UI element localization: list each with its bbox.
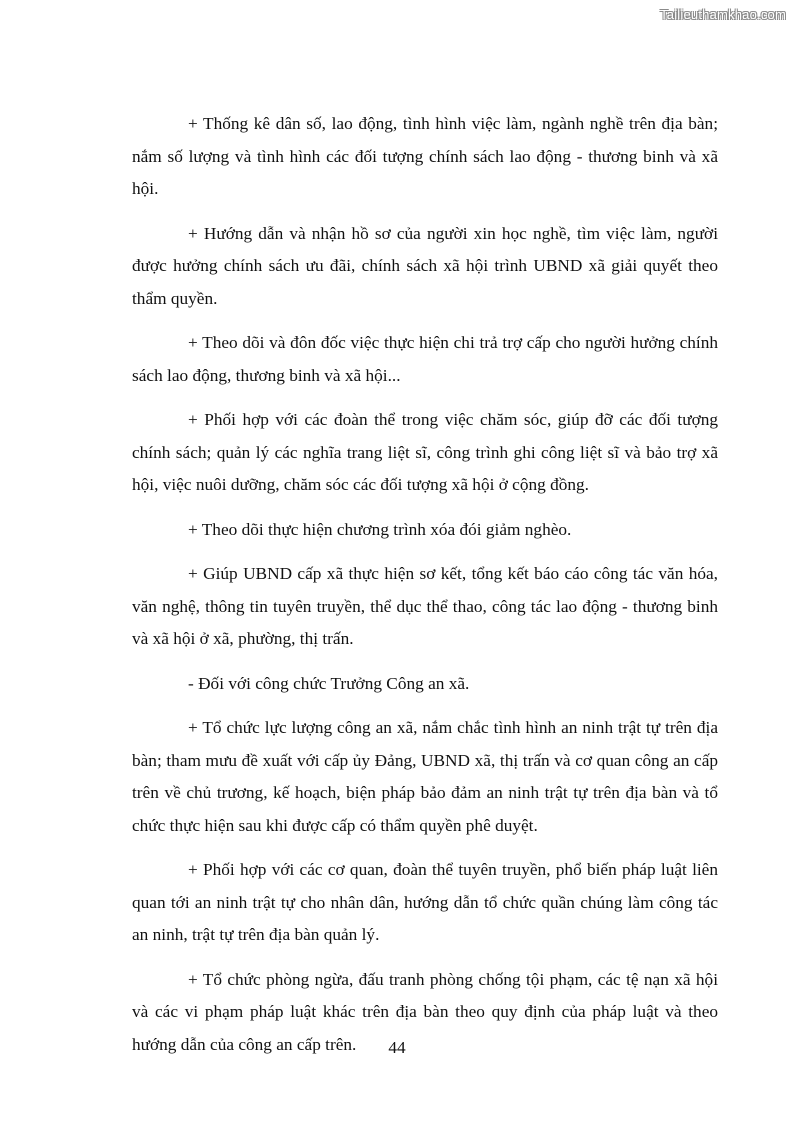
- paragraph-5: + Theo dõi thực hiện chương trình xóa đói giảm nghèo.: [188, 519, 572, 539]
- page-number: 44: [388, 1038, 406, 1057]
- paragraph-8: + Tổ chức lực lượng công an xã, nắm chắc tình hình an ninh trật tự trên địa bàn; tham mưu đề xuất với cấp ủy Đảng, UBND xã, thị trấn và cơ quan công an cấp trên về chủ trương, kế hoạch, biện pháp bảo đảm an ninh trật tự trên địa bàn và tổ chức thực hiện sau khi được cấp có thẩm quyền phê duyệt.: [132, 718, 718, 835]
- paragraph-9: + Phối hợp với các cơ quan, đoàn thể tuyên truyền, phổ biến pháp luật liên quan tới an ninh trật tự cho nhân dân, hướng dẫn tổ chức quần chúng làm công tác an ninh, trật tự trên địa bàn quản lý.: [132, 860, 718, 944]
- paragraph-1: + Thống kê dân số, lao động, tình hình việc làm, ngành nghề trên địa bàn; nắm số lượng và tình hình các đối tượng chính sách lao động - thương binh và xã hội.: [132, 114, 718, 198]
- paragraph-10: + Tổ chức phòng ngừa, đấu tranh phòng chống tội phạm, các tệ nạn xã hội và các vi phạm pháp luật khác trên địa bàn theo quy định của pháp luật và theo hướng dẫn của công an cấp trên.: [132, 969, 718, 1054]
- watermark-text: Tailieuthamkhao.com: [660, 7, 786, 22]
- document-body: [132, 108, 718, 1073]
- paragraph-2: + Hướng dẫn và nhận hồ sơ của người xin học nghề, tìm việc làm, người được hưởng chính sách ưu đãi, chính sách xã hội trình UBND xã giải quyết theo thẩm quyền.: [132, 223, 718, 308]
- section-heading-police-chief: - Đối với công chức Trưởng Công an xã.: [188, 673, 470, 693]
- paragraph-6: + Giúp UBND cấp xã thực hiện sơ kết, tổng kết báo cáo công tác văn hóa, văn nghệ, thông tin tuyên truyền, thể dục thể thao, công tác lao động - thương binh và xã hội ở xã, phường, thị trấn.: [132, 564, 718, 648]
- paragraph-4: + Phối hợp với các đoàn thể trong việc chăm sóc, giúp đỡ các đối tượng chính sách; quản lý các nghĩa trang liệt sĩ, công trình ghi công liệt sĩ và bảo trợ xã hội, việc nuôi dưỡng, chăm sóc các đối tượng xã hội ở cộng đồng.: [132, 410, 718, 494]
- paragraph-3: + Theo dõi và đôn đốc việc thực hiện chi trả trợ cấp cho người hưởng chính sách lao động, thương binh và xã hội...: [132, 333, 718, 385]
